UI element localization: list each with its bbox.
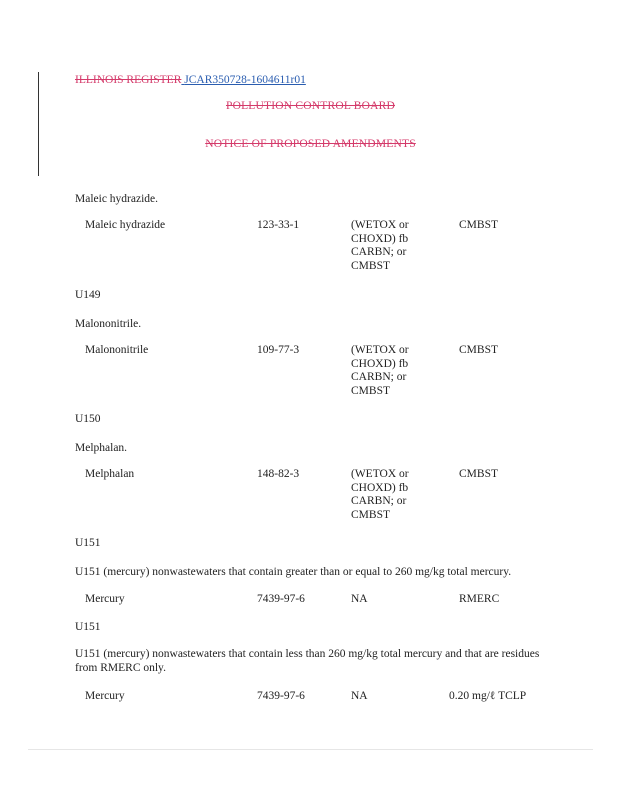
- constituent-name: Maleic hydrazide: [85, 219, 166, 231]
- cas-number: 7439-97-6: [257, 690, 305, 702]
- constituent-name: Melphalan: [85, 468, 135, 480]
- page-bottom-rule: [28, 749, 593, 750]
- constituent-name: Malononitrile: [85, 344, 149, 356]
- treatment-standard: 0.20 mg/ℓ TCLP: [449, 690, 527, 702]
- treatment-method: (WETOX or CHOXD) fb CARBN; or CMBST: [351, 219, 409, 272]
- cas-number: 148-82-3: [257, 468, 300, 480]
- waste-code: U151: [75, 537, 101, 549]
- entry-heading: Maleic hydrazide.: [75, 193, 159, 205]
- waste-code: U150: [75, 413, 101, 425]
- waste-code: U149: [75, 289, 101, 301]
- treatment-standard: RMERC: [459, 593, 500, 605]
- treatment-standard: CMBST: [459, 219, 498, 231]
- revision-change-bar: [38, 72, 39, 176]
- treatment-method: (WETOX or CHOXD) fb CARBN; or CMBST: [351, 344, 409, 397]
- running-header: [75, 74, 306, 86]
- entry-heading: Melphalan.: [75, 442, 128, 454]
- treatment-standard: CMBST: [459, 344, 498, 356]
- deleted-header-text: ILLINOIS REGISTER: [75, 74, 182, 86]
- mercury-high-description: U151 (mercury) nonwastewaters that contain greater than or equal to 260 mg/kg total mercury.: [75, 566, 512, 578]
- waste-code: U151: [75, 621, 101, 633]
- entry-heading: Malononitrile.: [75, 318, 142, 330]
- inserted-document-id: JCAR350728-1604611r01: [184, 74, 306, 86]
- treatment-method: NA: [351, 690, 368, 702]
- constituent-name: Mercury: [85, 593, 125, 605]
- cas-number: 109-77-3: [257, 344, 300, 356]
- mercury-low-description: U151 (mercury) nonwastewaters that contain less than 260 mg/kg total mercury and that are residues from RMERC only.: [75, 648, 540, 674]
- treatment-method: NA: [351, 593, 368, 605]
- cas-number: 123-33-1: [257, 219, 300, 231]
- treatment-standard: CMBST: [459, 468, 498, 480]
- agency-title: POLLUTION CONTROL BOARD: [225, 100, 395, 112]
- cas-number: 7439-97-6: [257, 593, 305, 605]
- treatment-method: (WETOX or CHOXD) fb CARBN; or CMBST: [351, 468, 409, 521]
- constituent-name: Mercury: [85, 690, 125, 702]
- notice-title: NOTICE OF PROPOSED AMENDMENTS: [205, 138, 416, 150]
